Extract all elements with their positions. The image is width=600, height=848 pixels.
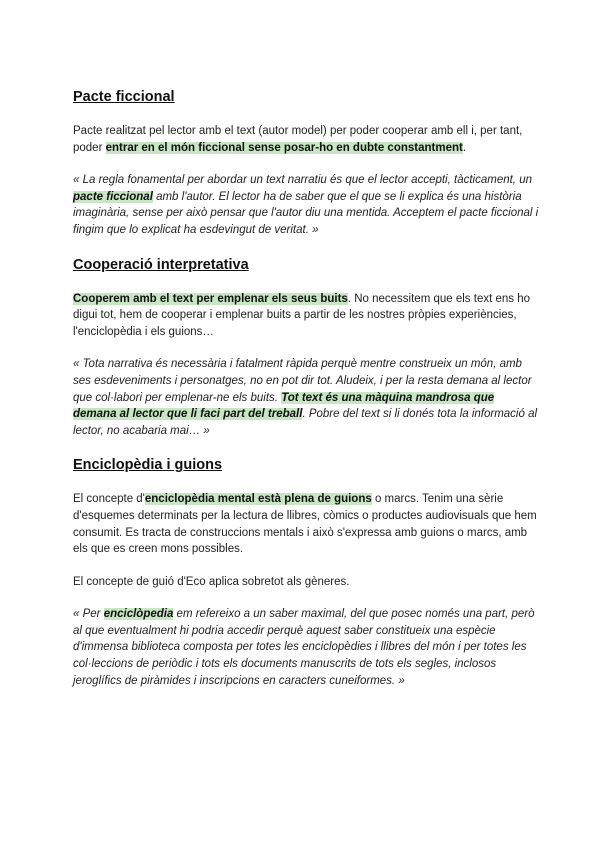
text-run: em refereixo a un saber maximal, del que posec només una part, però al que eventualment hi podria accedir perquè aquest saber constitueix una espècie d'immensa biblioteca composta per totes les enciclopèdies i llibres del món i per totes les col·leccions de periòdic i tots els documents manuscrits de tots els segles, inclosos jeroglífics de piràmides i inscripcions en caracters cuneiformes. » — [73, 608, 535, 687]
text-run: « Per — [73, 608, 104, 621]
text-run: . No necessitem que els text ens ho digui tot, hem de cooperar i emplenar buits a partir de les nostres pròpies experiències, l'enciclopèdia i els guions… — [73, 292, 531, 338]
quote-enciclopedia — [73, 606, 540, 689]
text-run: amb l'autor. El lector ha de saber que el que se li explica és una història imaginària, sense per això pensar que l'autor diu una mentida. Acceptem el pacte ficcional i fingim que lo explicat ha esdevingut de veritat. » — [73, 190, 539, 236]
text-run: « Tota narrativa és necessària i fatalment ràpida perquè mentre construeix un món, amb ses esdeveniments i personatges, no en pot dir tot. Aludeix, i per la resta demana al lector que col·labori per emplenar-ne els buits. — [73, 358, 532, 404]
quote-pacte-ficcional — [73, 172, 540, 238]
highlight: enciclopèdia mental està plena de guions — [144, 493, 372, 506]
paragraph-guio: El concepte de guió d'Eco aplica sobretot als gèneres. — [73, 575, 350, 588]
quote-cooperacio — [73, 356, 540, 439]
highlight: entrar en el món ficcional sense posar-ho en dubte constantment — [105, 141, 463, 154]
text-run: « La regla fonamental per abordar un text narratiu és que el lector accepti, tàcticament, un — [73, 174, 532, 187]
heading-enciclopedia-guions: Enciclopèdia i guions — [73, 457, 223, 474]
heading-cooperacio-interpretativa: Cooperació interpretativa — [73, 256, 249, 273]
highlight: Tot text és una màquina mandrosa que demana al lector que li faci part del treball — [73, 391, 495, 421]
highlight: enciclòpedia — [103, 608, 174, 621]
text-run: Pacte realitzat pel lector amb el text (autor model) per poder cooperar amb ell i, per tant, poder — [73, 125, 523, 154]
paragraph-pacte-definition — [73, 123, 540, 156]
text-run: El concepte d' — [73, 493, 145, 506]
highlight: pacte ficcional — [73, 190, 153, 203]
paragraph-cooperacio — [73, 291, 540, 341]
text-run: . Pobre del text si li donés tota la informació al lector, no acabaria mai… » — [73, 408, 538, 437]
text-run: o marcs. Tenim una sèrie d'esquemes determinats per la lectura de llibres, còmics o productes audiovisuals que hem consumit. Es tracta de construccions mentals i això s'expressa amb guions o marcs, amb els que es creen mons possibles. — [73, 493, 537, 556]
heading-pacte-ficcional: Pacte ficcional — [73, 89, 175, 105]
paragraph-enciclopedia — [73, 491, 540, 557]
highlight: Cooperem amb el text per emplenar els seus buits — [73, 292, 348, 305]
text-run: . — [462, 141, 467, 154]
